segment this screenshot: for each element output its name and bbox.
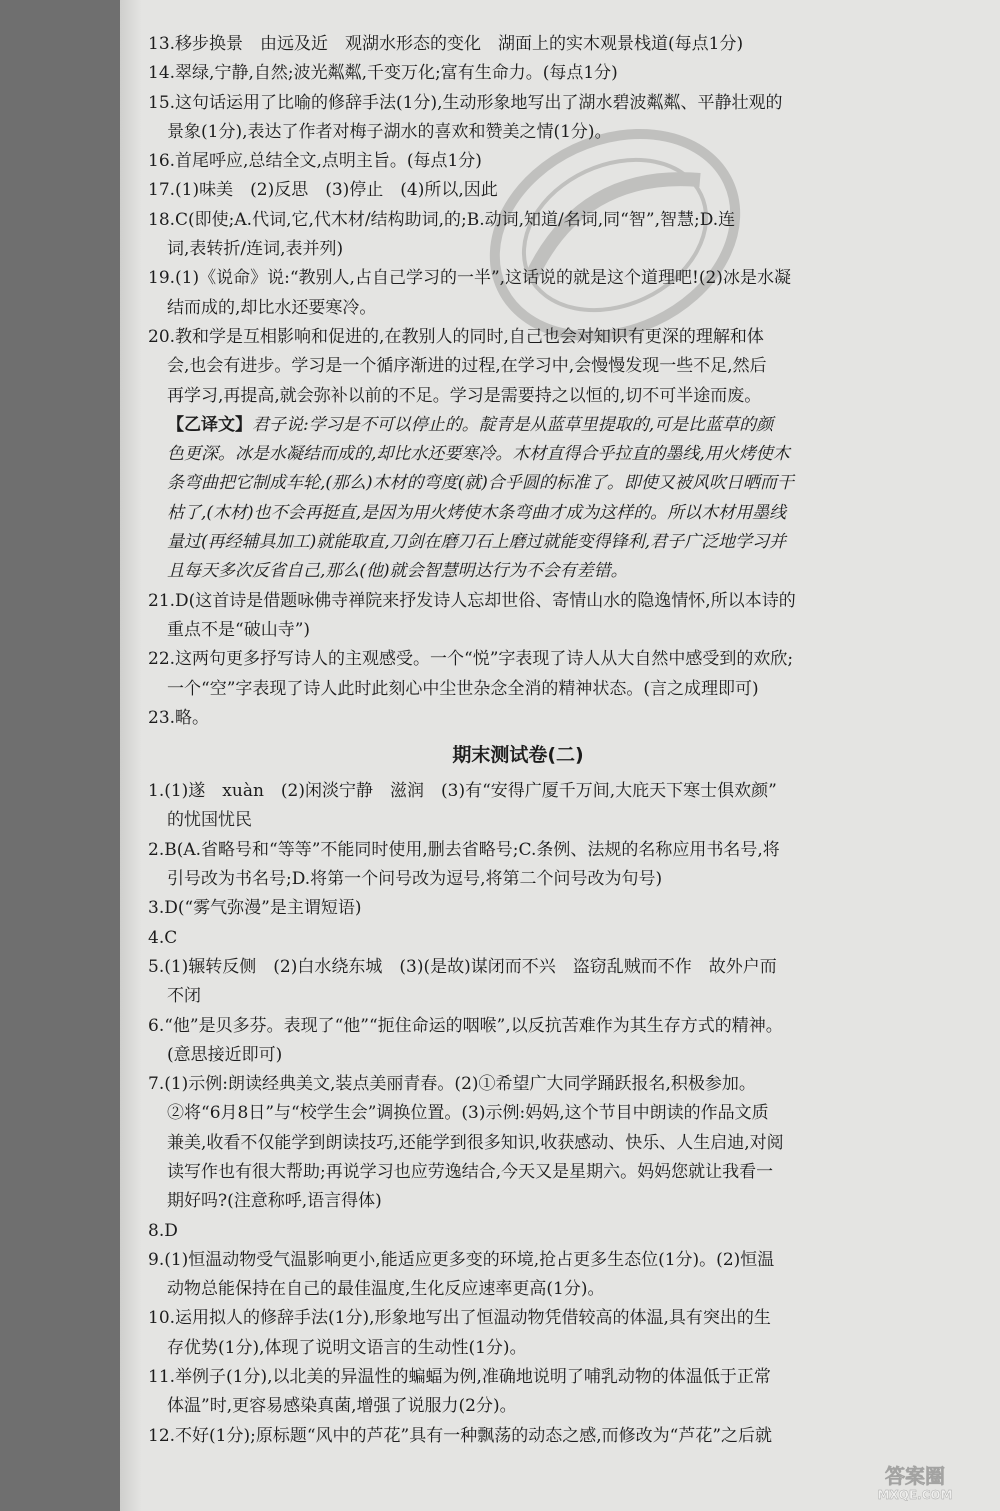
answer-line: 动物总能保持在自己的最佳温度,生化反应速率更高(1分)。 — [167, 1279, 605, 1300]
answer-line: 1.(1)遂 xuàn (2)闲淡宁静 滋润 (3)有“安得广厦千万间,大庇天下寒士俱欢颜” — [148, 781, 777, 802]
answer-line: 18.C(即使;A.代词,它,代木材/结构助词,的;B.动词,知道/名词,同“智”,智慧;D.连 — [148, 209, 736, 230]
answer-line: 兼美,收看不仅能学到朗读技巧,还能学到很多知识,收获感动、快乐、人生启迪,对阅 — [167, 1132, 784, 1153]
answer-block-part2 — [148, 777, 888, 1451]
answer-line: 22.这两句更多抒写诗人的主观感受。一个“悦”字表现了诗人从大自然中感受到的欢欣; — [148, 649, 794, 670]
answer-block-part1 — [148, 30, 888, 411]
answer-line: 再学习,再提高,就会弥补以前的不足。学习是需要持之以恒的,切不可半途而废。 — [167, 385, 762, 406]
translation-block — [148, 411, 888, 587]
answer-line: 景象(1分),表达了作者对梅子湖水的喜欢和赞美之情(1分)。 — [167, 121, 612, 142]
answer-line: 4.C — [148, 927, 178, 948]
answer-line: ②将“6月8日”与“校学生会”调换位置。(3)示例:妈妈,这个节目中朗读的作品文质 — [167, 1103, 769, 1124]
answer-line: 12.不好(1分);原标题“风中的芦花”具有一种飘荡的动态之感,而修改为“芦花”之后就 — [148, 1425, 773, 1446]
watermark-url: MXQE.COM — [877, 1488, 953, 1502]
answer-line: 17.(1)味美 (2)反思 (3)停止 (4)所以,因此 — [148, 180, 498, 201]
translation-line: 枯了,(木材)也不会再挺直,是因为用火烤使木条弯曲才成为这样的。所以木材用墨线 — [167, 502, 787, 523]
answer-line: 16.首尾呼应,总结全文,点明主旨。(每点1分) — [148, 151, 482, 172]
answer-line: 期好吗?(注意称呼,语言得体) — [167, 1191, 382, 1212]
answer-line: 重点不是“破山寺”) — [167, 619, 311, 640]
answer-line: 11.举例子(1分),以北美的异温性的蝙蝠为例,准确地说明了哺乳动物的体温低于正常 — [148, 1367, 771, 1388]
answer-line: 21.D(这首诗是借题咏佛寺禅院来抒发诗人忘却世俗、寄情山水的隐逸情怀,所以本诗的 — [148, 590, 796, 611]
answer-line: 23.略。 — [148, 707, 210, 728]
answer-line: 8.D — [148, 1220, 178, 1241]
answer-block-part1-end — [148, 587, 888, 733]
answer-line: 5.(1)辗转反侧 (2)白水绕东城 (3)(是故)谋闭而不兴 盗窃乱贼而不作 故外户而 — [148, 956, 777, 977]
section-title: 期末测试卷(二) — [452, 744, 584, 767]
answer-line: 14.翠绿,宁静,自然;波光粼粼,千变万化;富有生命力。(每点1分) — [148, 63, 618, 84]
answer-line: 7.(1)示例:朗读经典美文,装点美丽青春。(2)①希望广大同学踊跃报名,积极参加。 — [148, 1074, 756, 1095]
answer-line: 13.移步换景 由远及近 观湖水形态的变化 湖面上的实木观景栈道(每点1分) — [148, 34, 744, 54]
answer-line: 会,也会有进步。学习是一个循序渐进的过程,在学习中,会慢慢发现一些不足,然后 — [167, 356, 767, 377]
answer-line: 词,表转折/连词,表并列) — [167, 239, 344, 260]
answer-line: 9.(1)恒温动物受气温影响更小,能适应更多变的环境,抢占更多生态位(1分)。(2)恒温 — [148, 1249, 775, 1270]
translation-text: 君子说:学习是不可以停止的。靛青是从蓝草里提取的,可是比蓝草的颜 — [252, 414, 774, 435]
answer-line: (意思接近即可) — [167, 1044, 283, 1065]
answer-line: 2.B(A.省略号和“等等”不能同时使用,删去省略号;C.条例、法规的名称应用书名号,将 — [148, 839, 780, 860]
answer-line: 20.教和学是互相影响和促进的,在教别人的同时,自己也会对知识有更深的理解和体 — [148, 326, 764, 347]
translation-line: 条弯曲把它制成车轮,(那么)木材的弯度(就)合乎圆的标准了。即使又被风吹日晒而干 — [167, 473, 794, 494]
answer-line: 一个“空”字表现了诗人此时此刻心中尘世杂念全消的精神状态。(言之成理即可) — [167, 678, 759, 699]
answer-line: 存优势(1分),体现了说明文语言的生动性(1分)。 — [167, 1337, 527, 1358]
translation-line — [148, 411, 888, 440]
answer-line: 结而成的,却比水还要寒冷。 — [167, 297, 377, 318]
answer-line: 读写作也有很大帮助;再说学习也应劳逸结合,今天又是星期六。妈妈您就让我看一 — [167, 1161, 774, 1182]
translation-line: 量过(再经辅具加工)就能取直,刀剑在磨刀石上磨过就能变得锋利,君子广泛地学习并 — [167, 532, 787, 553]
watermark-logo — [840, 1461, 990, 1503]
answer-line: 的忧国忧民 — [167, 810, 252, 831]
translation-line: 色更深。冰是水凝结而成的,却比水还要寒冷。木材直得合乎拉直的墨线,用火烤使木 — [167, 444, 790, 465]
translation-line: 且每天多次反省自己,那么(他)就会智慧明达行为不会有差错。 — [167, 561, 628, 582]
watermark-title: 答案圈 — [885, 1464, 945, 1488]
answer-line: 体温”时,更容易感染真菌,增强了说服力(2分)。 — [167, 1396, 517, 1417]
answer-line: 19.(1)《说命》说:“教别人,占自己学习的一半”,这话说的就是这个道理吧!(2)冰是水凝 — [148, 268, 791, 289]
answer-line: 6.“他”是贝多芬。表现了“他”“扼住命运的咽喉”,以反抗苦难作为其生存方式的精神。 — [148, 1015, 783, 1036]
paper-fold-shadow — [120, 0, 142, 1511]
answer-line: 10.运用拟人的修辞手法(1分),形象地写出了恒温动物凭借较高的体温,具有突出的生 — [148, 1308, 771, 1329]
answer-line: 引号改为书名号;D.将第一个问号改为逗号,将第二个问号改为句号) — [167, 869, 663, 890]
answer-line: 不闭 — [167, 986, 201, 1007]
document-body — [148, 30, 888, 1451]
answer-line: 3.D(“雾气弥漫”是主谓短语) — [148, 898, 362, 919]
answer-line: 15.这句话运用了比喻的修辞手法(1分),生动形象地写出了湖水碧波粼粼、平静壮观的 — [148, 92, 783, 113]
translation-tag: 【乙译文】 — [167, 414, 252, 435]
